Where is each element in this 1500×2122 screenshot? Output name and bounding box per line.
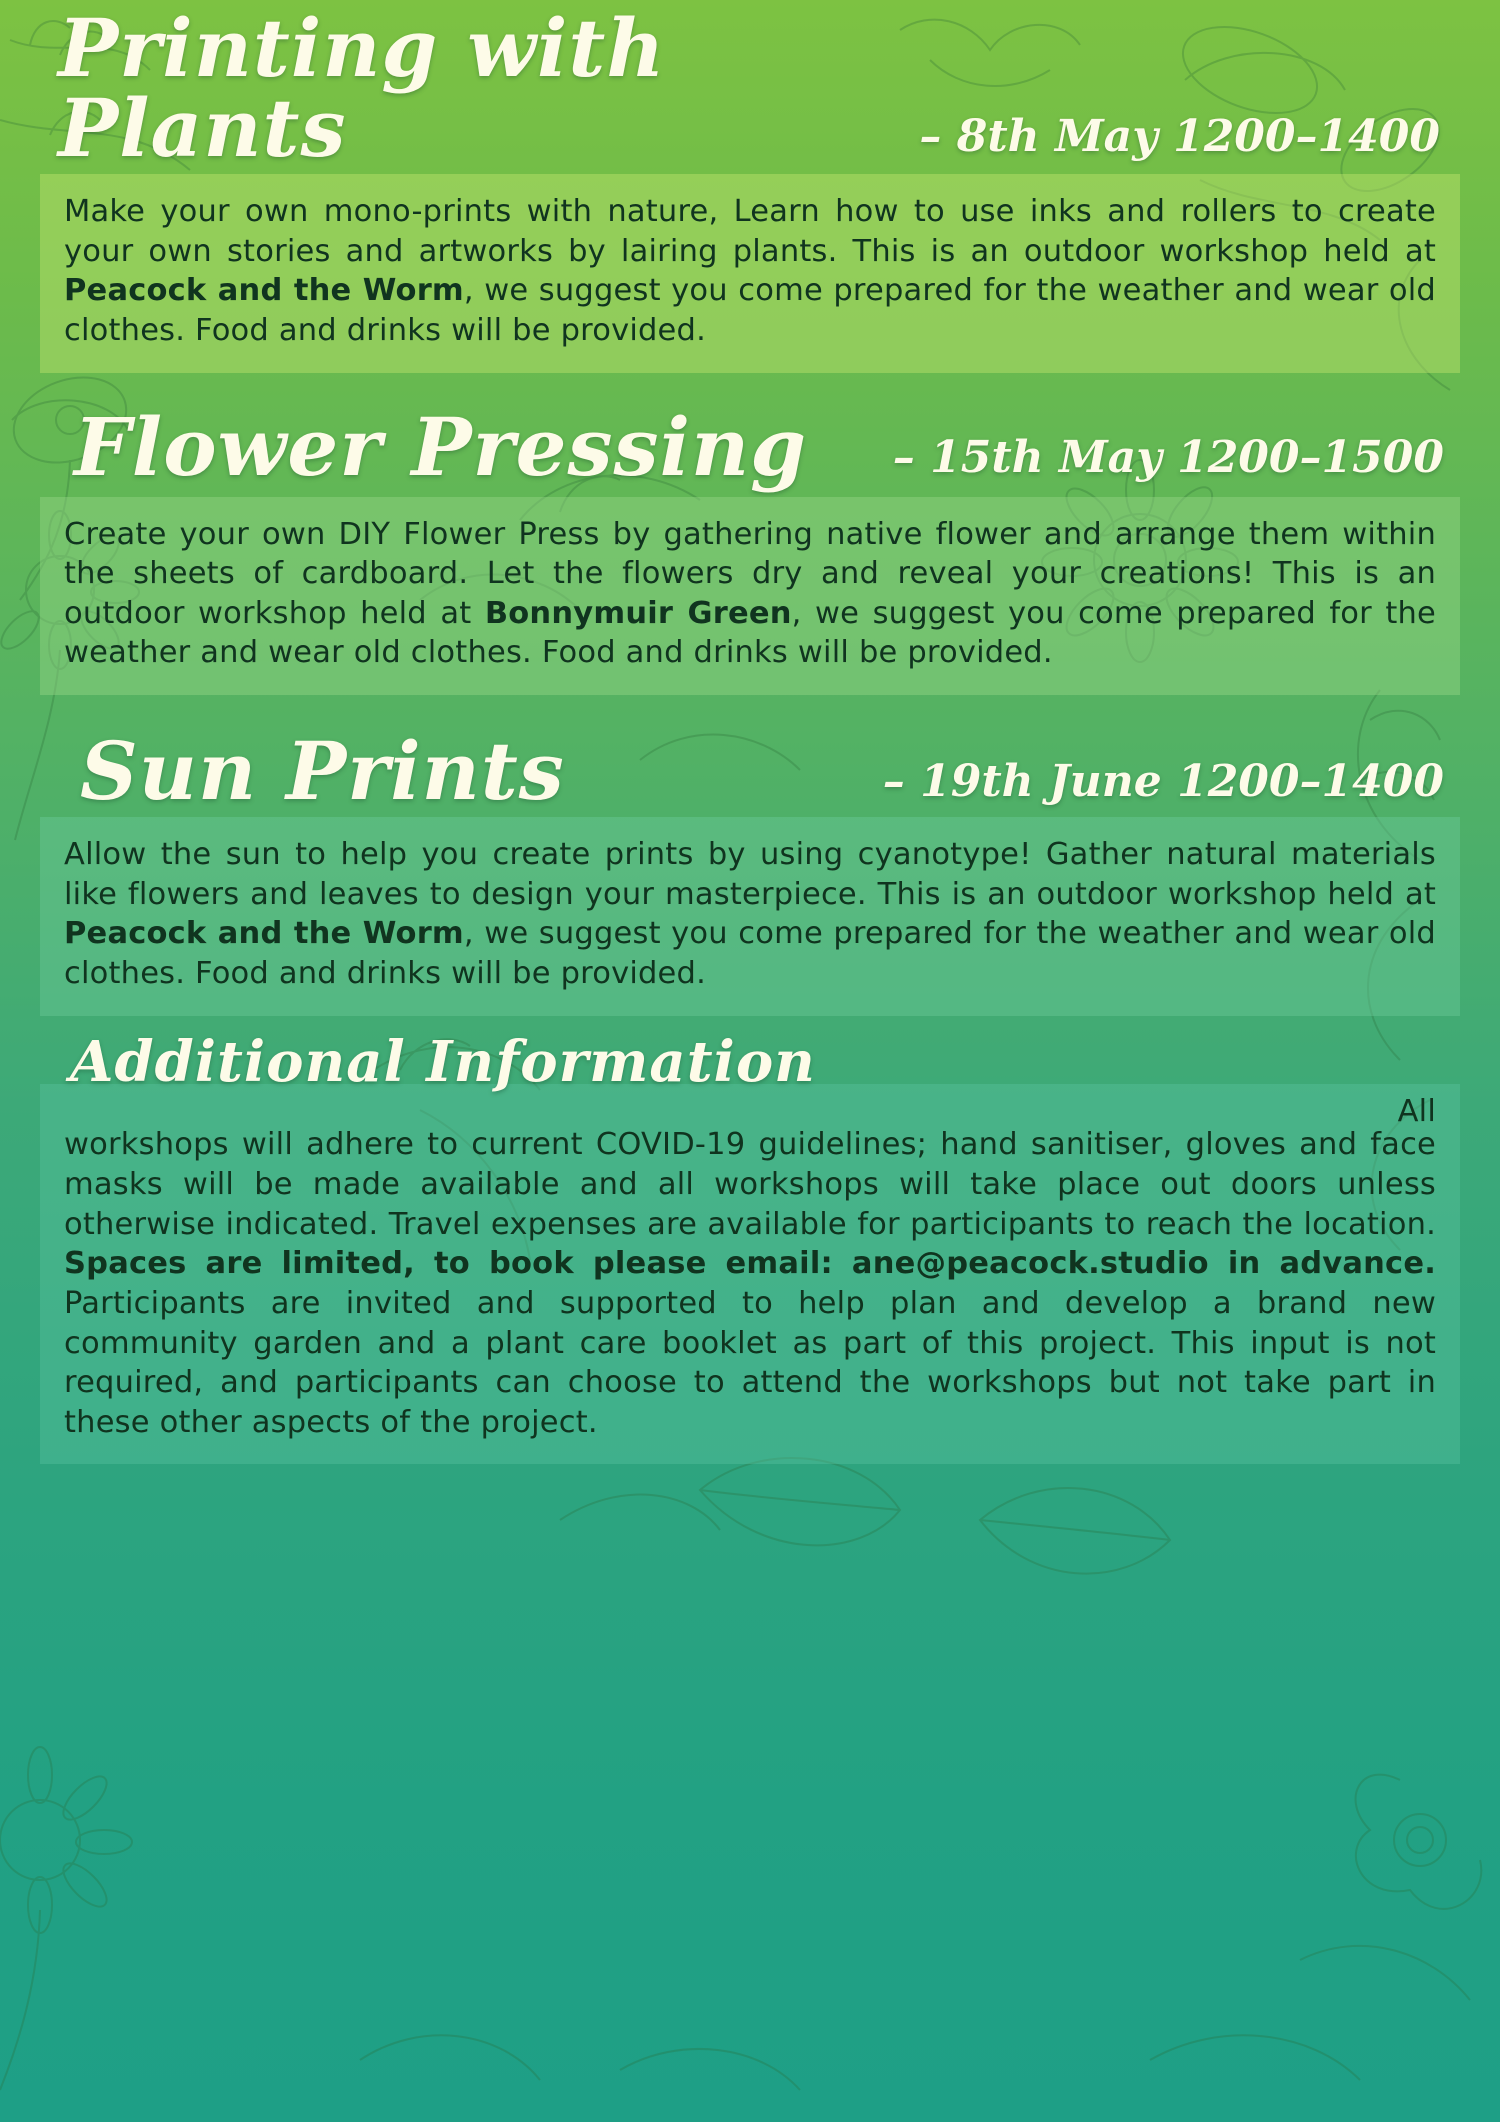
section-title-row bbox=[0, 1028, 1500, 1095]
section-date: – 15th May 1200–1500 bbox=[892, 431, 1444, 483]
section-title: Printing with Plants bbox=[58, 1, 666, 175]
additional-information-text: workshops will adhere to current COVID-19 guidelines; hand sanitiser, gloves and face masks will be made available and all workshops will take place out doors unless otherwise indicated. Travel expenses are available for participants to reach the location. Spaces are limited, to book please email: ane@peacock.studio in advance. Participants are invited and supported to help plan and develop a brand new community garden and a plant care booklet as part of this project. This input is not required, and participants can choose to attend the workshops but not take part in these other aspects of the project. bbox=[64, 1127, 1436, 1440]
section-title-row bbox=[0, 1, 1500, 175]
section-body: Make your own mono-prints with nature, Learn how to use inks and rollers to create your own stories and artworks by lairing plants. This is an outdoor workshop held at Peacock and the Worm, we suggest you come prepared for the weather and wear old clothes. Food and drinks will be provided. bbox=[40, 174, 1460, 373]
section-date: – 19th June 1200–1400 bbox=[882, 756, 1444, 808]
section-title: Sun Prints bbox=[80, 724, 565, 819]
section-title-row bbox=[0, 724, 1500, 819]
section-title-row bbox=[0, 399, 1500, 494]
section-title: Flower Pressing bbox=[74, 399, 808, 494]
additional-information-lead: All bbox=[1397, 1093, 1436, 1129]
section-body: Allow the sun to help you create prints by using cyanotype! Gather natural materials like flowers and leaves to design your masterpiece. This is an outdoor workshop held at Peacock and the Worm, we suggest you come prepared for the weather and wear old clothes. Food and drinks will be provided. bbox=[40, 817, 1460, 1016]
section-printing-with-plants bbox=[0, 1, 1500, 373]
additional-information-title: Additional Information bbox=[70, 1028, 816, 1095]
section-body: Create your own DIY Flower Press by gathering native flower and arrange them within the sheets of cardboard. Let the flowers dry and reveal your creations! This is an outdoor workshop held at Bonnymuir Green, we suggest you come prepared for the weather and wear old clothes. Food and drinks will be provided. bbox=[40, 497, 1460, 696]
additional-information-body bbox=[40, 1084, 1460, 1465]
section-additional-information bbox=[0, 1028, 1500, 1465]
poster-content bbox=[0, 1, 1500, 1464]
section-date: – 8th May 1200–1400 bbox=[919, 111, 1440, 162]
section-sun-prints bbox=[0, 724, 1500, 1016]
section-flower-pressing bbox=[0, 399, 1500, 696]
